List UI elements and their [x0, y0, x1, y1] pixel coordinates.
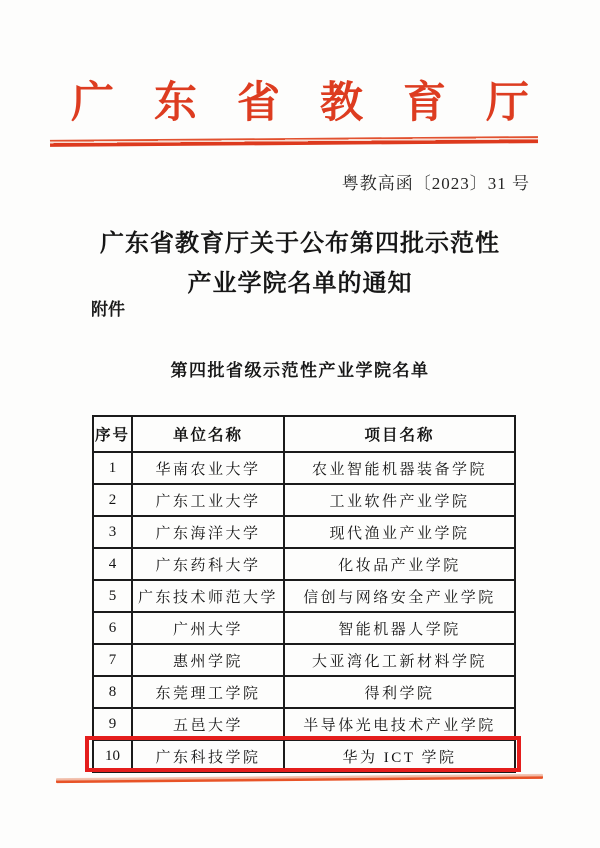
footer-red-rule: [56, 774, 543, 783]
row-index: 6: [93, 612, 132, 644]
row-index: 1: [93, 452, 132, 484]
row-project: 半导体光电技术产业学院: [284, 708, 515, 740]
row-index: 5: [93, 580, 132, 612]
table-row: [93, 612, 515, 644]
row-project: 得利学院: [284, 676, 515, 708]
row-project: 工业软件产业学院: [284, 484, 515, 516]
row-project: 智能机器人学院: [284, 612, 515, 644]
table-row: [93, 452, 515, 484]
row-unit: 广东科技学院: [132, 740, 284, 772]
row-index: 9: [93, 708, 132, 740]
header-cell-unit: 单位名称: [132, 416, 284, 452]
row-unit: 惠州学院: [132, 644, 284, 676]
document-number: 粤教高函〔2023〕31 号: [341, 174, 530, 193]
table-header-row: [93, 416, 515, 452]
row-index: 10: [93, 740, 132, 772]
table-row: [93, 644, 515, 676]
table-row: [93, 580, 515, 612]
row-unit: 广东工业大学: [132, 484, 284, 516]
row-unit: 广东药科大学: [132, 548, 284, 580]
notice-title-line1: 广东省教育厅关于公布第四批示范性: [100, 231, 500, 257]
row-unit: 华南农业大学: [132, 452, 284, 484]
row-project: 华为 ICT 学院: [284, 740, 515, 772]
row-project: 化妆品产业学院: [284, 548, 515, 580]
row-project: 农业智能机器装备学院: [284, 452, 515, 484]
row-index: 8: [93, 676, 132, 708]
header-cell-project: 项目名称: [284, 416, 515, 452]
table-row: [93, 548, 515, 580]
letterhead-title: 广东省教育厅: [71, 80, 569, 127]
row-index: 2: [93, 484, 132, 516]
row-unit: 广东海洋大学: [132, 516, 284, 548]
row-unit: 东莞理工学院: [132, 676, 284, 708]
header-cell-index: 序号: [93, 416, 132, 452]
row-project: 信创与网络安全产业学院: [284, 580, 515, 612]
row-index: 7: [93, 644, 132, 676]
row-index: 4: [93, 548, 132, 580]
table-row: [93, 484, 515, 516]
table-row-highlighted: [93, 740, 515, 772]
table-row: [93, 516, 515, 548]
table-row: [93, 676, 515, 708]
attachment-label: 附件: [91, 300, 125, 319]
letterhead-red-rule: [50, 136, 538, 147]
notice-title-line2: 产业学院名单的通知: [187, 271, 413, 297]
row-unit: 广东技术师范大学: [132, 580, 284, 612]
row-unit: 广州大学: [132, 612, 284, 644]
row-unit: 五邑大学: [132, 708, 284, 740]
row-project: 大亚湾化工新材料学院: [284, 644, 515, 676]
row-index: 3: [93, 516, 132, 548]
row-project: 现代渔业产业学院: [284, 516, 515, 548]
notice-title: [0, 224, 600, 304]
table-row: [93, 708, 515, 740]
roster-table: [92, 415, 516, 773]
table-title: 第四批省级示范性产业学院名单: [170, 361, 430, 380]
